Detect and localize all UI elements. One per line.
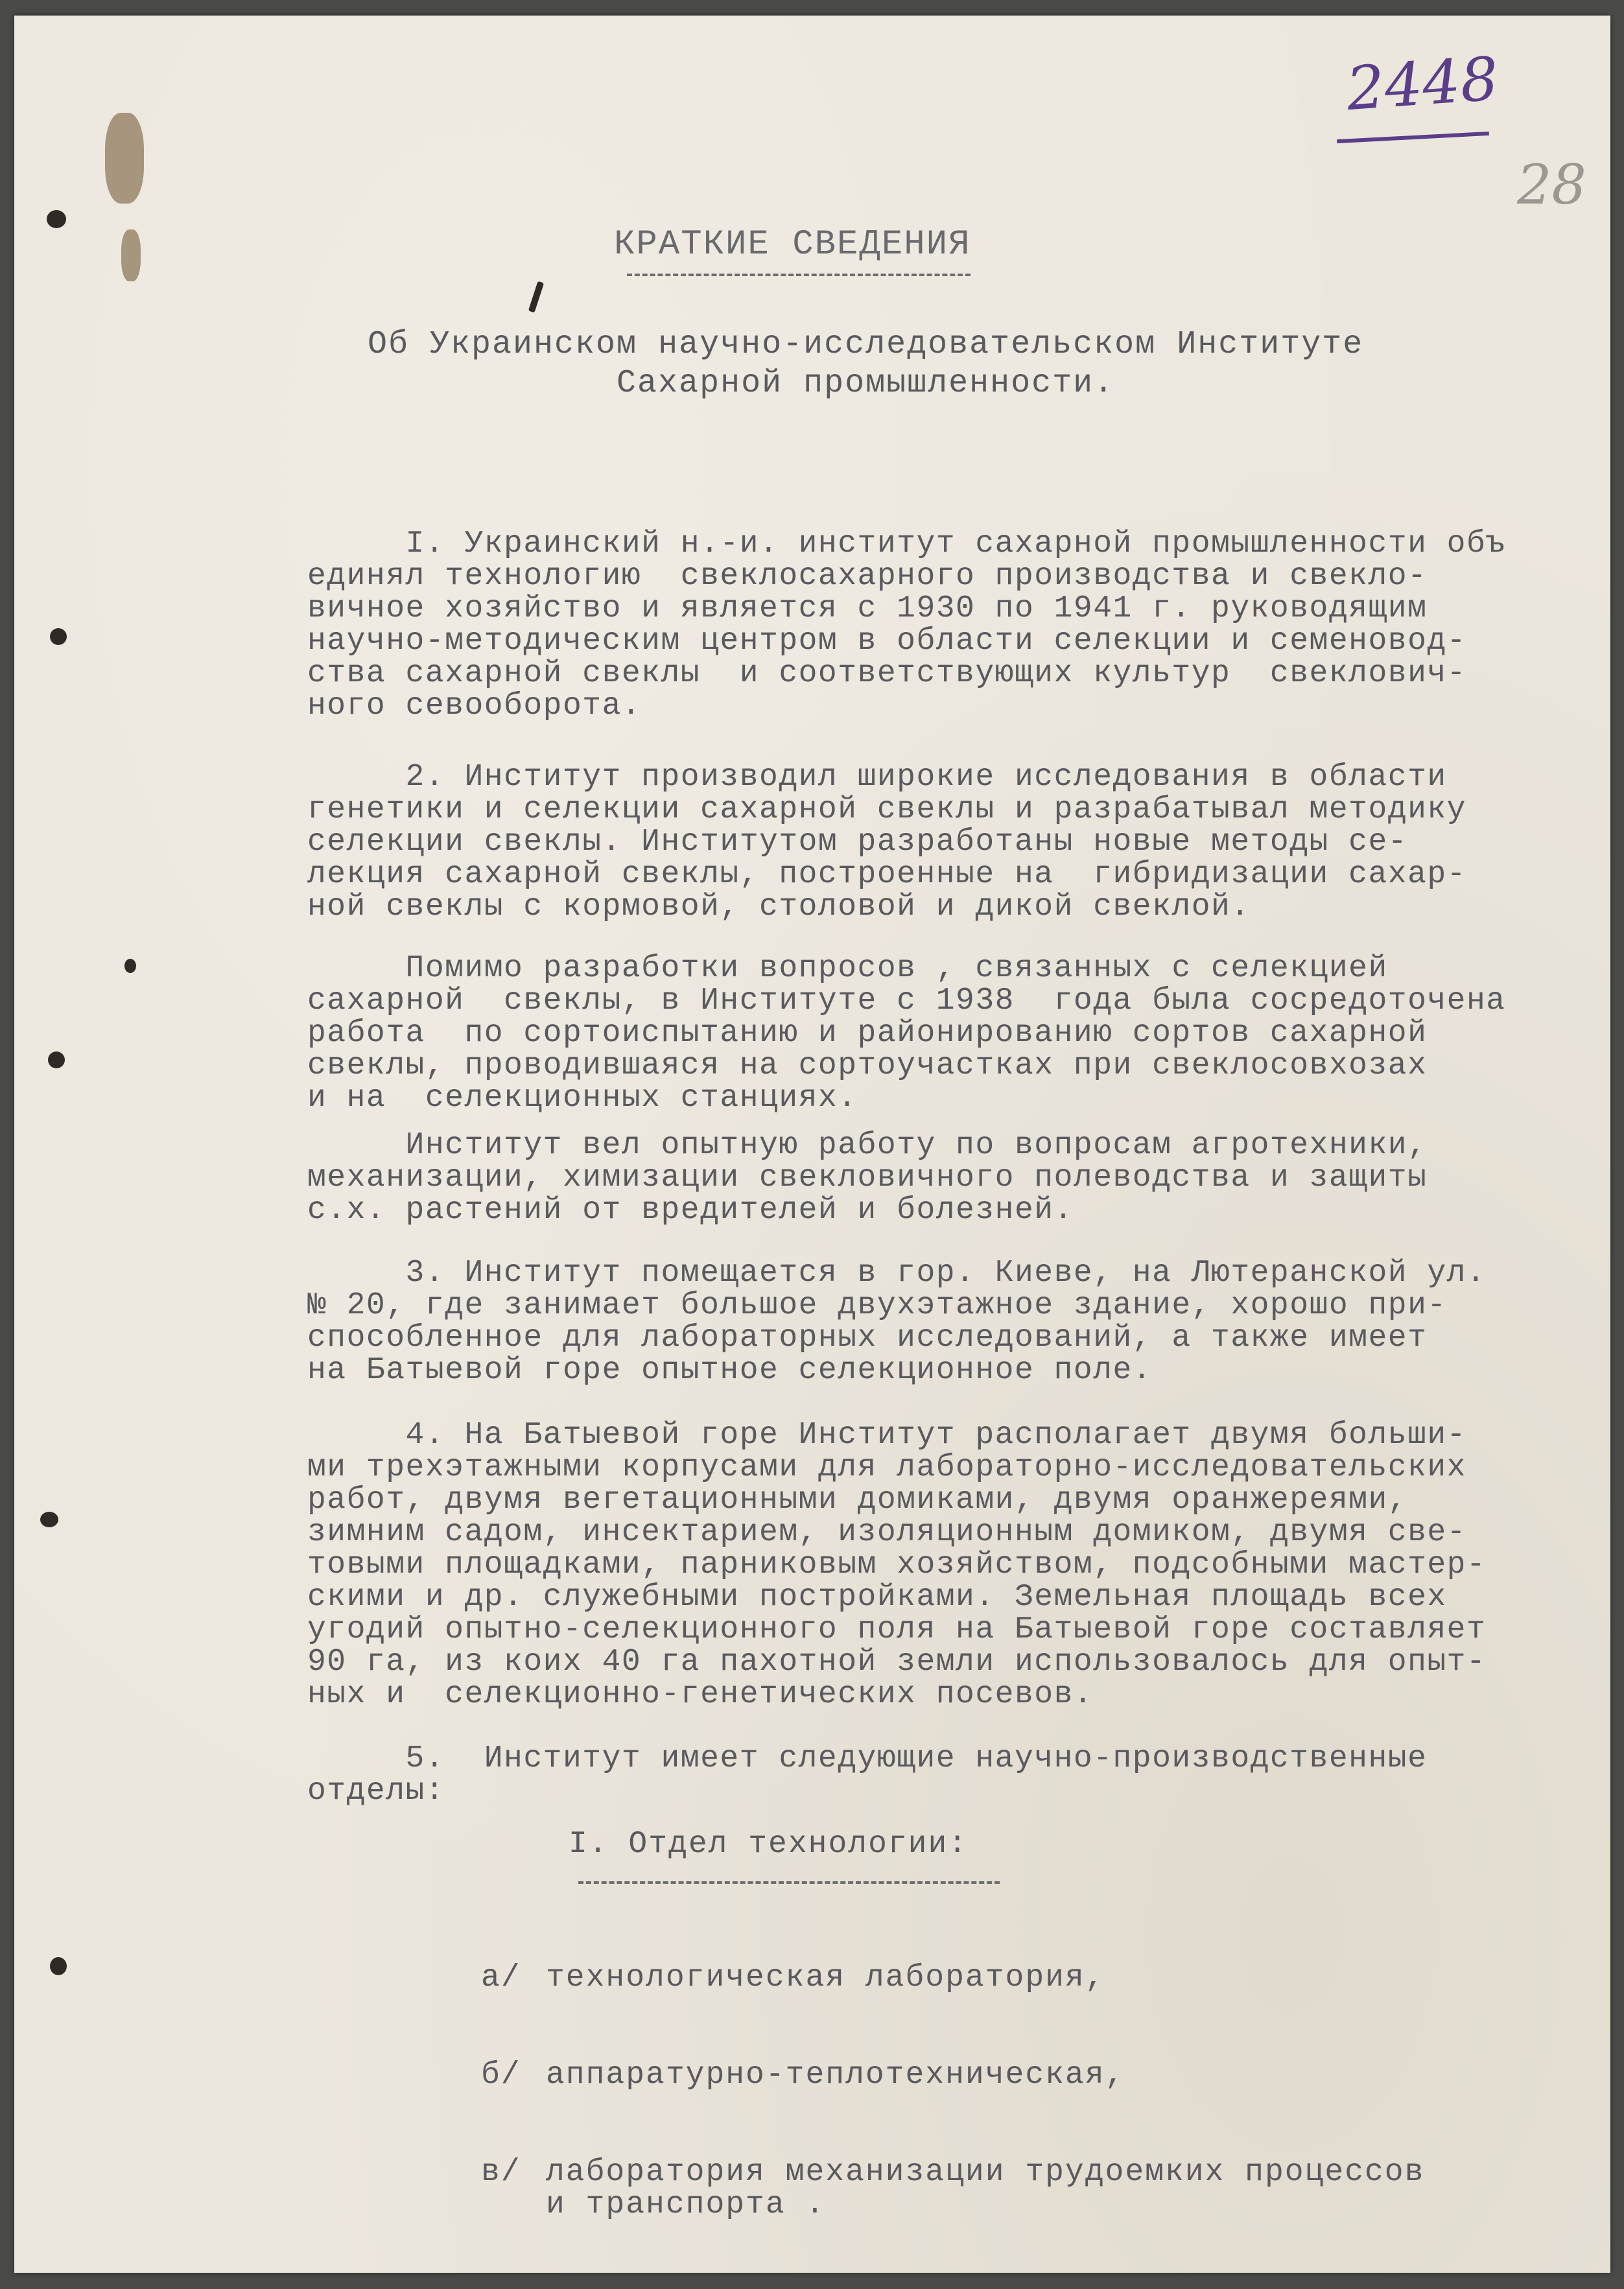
document-title: КРАТКИЕ СВЕДЕНИЯ: [614, 225, 971, 264]
list-marker: б/: [481, 2058, 521, 2093]
paragraph-1: I. Украинский н.-и. институт сахарной промышленности объ единял технологию свеклосахарного производства и свекло- вичное хозяйство и является с 1930 по 1941 г. руководящим научно-методическим центром в области селекции и семеновод- ства сахарной свеклы и соответствующих культур свеклович- ного севооборота.: [307, 526, 1506, 723]
paragraph-6: 4. На Батыевой горе Институт располагает двумя больши- ми трехэтажными корпусами для лабораторно-исследовательских работ, двумя вегетационными домиками, двумя оранжереями, зимним садом, инсектарием, изоляционным домиком, двумя све- товыми площадками, парниковым хозяйством, подсобными мастер- скими и др. служебными постройками. Земельная площадь всех угодий опытно-селекционного поля на Батыевой горе составляет 90 га, из коих 40 га пахотной земли использовалось для опыт- ных и селекционно-генетических посевов.: [307, 1418, 1487, 1712]
section-heading-underline: [578, 1881, 1000, 1884]
paragraph-3: Помимо разработки вопросов , связанных с селекцией сахарной свеклы, в Институте с 1938 года была сосредоточена работа по сортоиспытанию и районированию сортов сахарной свеклы, проводившаяся на сортоучастках при свеклосовхозах и на селекционных станциях.: [307, 951, 1506, 1116]
archive-sheet-number: 2448: [1344, 43, 1501, 124]
archive-number-underline: [1337, 132, 1489, 143]
list-item-text: лаборатория механизации трудоемких процессов и транспорта .: [546, 2155, 1425, 2222]
paragraph-7: 5. Институт имеет следующие научно-производственные отделы:: [307, 1741, 1428, 1809]
binding-hole: [124, 959, 136, 973]
margin-stain: [105, 113, 144, 204]
list-item: [481, 1962, 1424, 1994]
margin-stain: [121, 229, 141, 281]
subtitle-line-1: Об Украинском научно-исследовательском Институте: [368, 326, 1364, 363]
list-item: [481, 2059, 1424, 2091]
archival-document-page: [14, 16, 1610, 2273]
binding-hole: [50, 628, 67, 645]
binding-hole: [48, 1051, 65, 1068]
list-marker: а/: [481, 1960, 521, 1995]
paragraph-5: 3. Институт помещается в гор. Киеве, на Лютеранской ул. № 20, где занимает большое двухэтажное здание, хорошо при- способленное для лабораторных исследований, а также имеет на Батыевой горе опытное селекционное поле.: [307, 1256, 1487, 1388]
binding-hole: [47, 210, 66, 228]
list-item-text: технологическая лаборатория,: [546, 1960, 1105, 1995]
list-item-text: аппаратурно-теплотехническая,: [546, 2058, 1125, 2093]
pencil-page-number: 28: [1517, 153, 1586, 217]
list-item: [481, 2156, 1424, 2221]
list-marker: в/: [481, 2155, 521, 2190]
document-subtitle: [368, 325, 1363, 403]
paragraph-2: 2. Институт производил широкие исследования в области генетики и селекции сахарной свеклы и разрабатывал методику селекции свеклы. Институтом разработаны новые методы се- лекция сахарной свеклы, построенные на гибридизации сахар- ной свеклы с кормовой, столовой и дикой свеклой.: [307, 760, 1466, 924]
paragraph-4: Институт вел опытную работу по вопросам агротехники, механизации, химизации свекловичного полеводства и защиты с.х. растений от вредителей и болезней.: [307, 1128, 1428, 1228]
department-list: [481, 1897, 1424, 2273]
subtitle-line-2: Сахарной промышленности.: [617, 365, 1115, 402]
binding-hole: [40, 1512, 58, 1527]
binding-hole: [50, 1957, 67, 1975]
title-underline: [627, 274, 971, 276]
section-heading: I. Отдел технологии:: [569, 1827, 969, 1862]
pencil-tick: [528, 281, 544, 313]
